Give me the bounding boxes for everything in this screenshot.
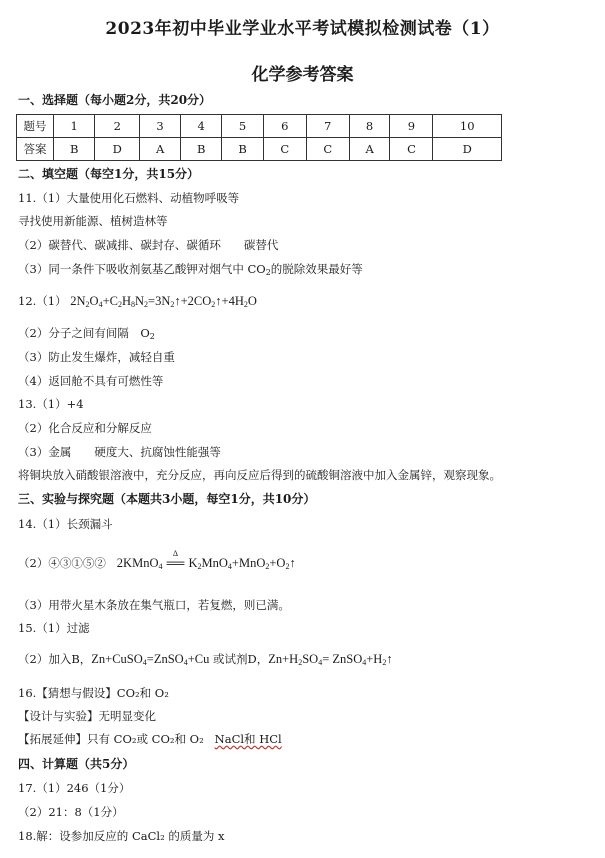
answer-cell: A <box>349 138 390 161</box>
q14-part1: 14.（1）长颈漏斗 <box>18 517 113 531</box>
page-subtitle: 化学参考答案 <box>251 65 354 85</box>
q17-part1: 17.（1）246（1分） <box>18 781 131 795</box>
question-number-cell: 10 <box>433 115 502 138</box>
page-title: 2023年初中毕业学业水平考试模拟检测试卷（1） <box>105 19 500 39</box>
q16-part1: 16.【猜想与假设】CO₂和 O₂ <box>18 686 169 700</box>
q13-part1: 13.（1）+4 <box>18 397 84 411</box>
row-label-answer: 答案 <box>17 138 54 161</box>
answer-cell: C <box>263 138 306 161</box>
q15-part1: 15.（1）过滤 <box>18 621 90 635</box>
section-heading-choice: 一、选择题（每小题2分，共20分） <box>18 93 212 107</box>
answer-cell: D <box>95 138 140 161</box>
q11-part2: （2）碳替代、碳减排、碳封存、碳循环 碳替代 <box>18 238 279 252</box>
section-heading-experiment: 三、实验与探究题（本题共3小题，每空1分，共10分） <box>18 492 316 506</box>
q16-part2: 【设计与实验】无明显变化 <box>18 709 156 723</box>
question-number-cell: 8 <box>349 115 390 138</box>
answer-cell: B <box>54 138 95 161</box>
answer-table <box>16 114 502 161</box>
question-number-cell: 6 <box>263 115 306 138</box>
q13-part3: （3）金属 硬度大、抗腐蚀性能强等 <box>18 445 221 459</box>
answer-cell: B <box>180 138 221 161</box>
q14-equation: 2KMnO$_4$ Δ ══ $K_2MnO_4+MnO_2+O_2↑$ <box>116 549 296 571</box>
section-heading-fill: 二、填空题（每空1分，共15分） <box>18 167 200 181</box>
q11-part1: 11.（1）大量使用化石燃料、动植物呼吸等 <box>18 191 240 205</box>
q13-part4: 将铜块放入硝酸银溶液中，充分反应，再向反应后得到的硫酸铜溶液中加入金属锌，观察现象。 <box>18 468 501 482</box>
q12-equation: $2N_2O_4+C_2H_8N_2=3N_2↑+2CO_2↑+4H_2O$ <box>70 294 257 309</box>
q18-text: 18.解：设参加反应的 CaCl₂ 的质量为 x <box>18 829 225 843</box>
q12-part4: （4）返回舱不具有可燃性等 <box>18 374 164 388</box>
question-number-cell: 4 <box>180 115 221 138</box>
table-row-numbers <box>17 115 502 138</box>
q12-part3: （3）防止发生爆炸，减轻自重 <box>18 350 175 364</box>
q13-part2: （2）化合反应和分解反应 <box>18 421 152 435</box>
q16-salts: NaCl和 HCl <box>214 732 282 746</box>
row-label-number: 题号 <box>17 115 54 138</box>
question-number-cell: 3 <box>140 115 181 138</box>
answer-cell: B <box>222 138 263 161</box>
q17-part2: （2）21：8（1分） <box>18 805 124 819</box>
answer-cell: C <box>306 138 349 161</box>
q14-part3: （3）用带火星木条放在集气瓶口，若复燃，则已满。 <box>18 598 290 612</box>
q11-part3: （3）同一条件下吸收剂氨基乙酸钾对烟气中 $CO_2$的脱除效果最好等 <box>18 262 363 277</box>
table-row-answers <box>17 138 502 161</box>
answer-cell: A <box>140 138 181 161</box>
q16-part3: 【拓展延伸】只有 CO₂或 CO₂和 O₂ NaCl和 HCl <box>18 732 282 746</box>
question-number-cell: 9 <box>390 115 433 138</box>
q15-part2: （2）加入B，Zn+CuSO$_4$=ZnSO$_4$+Cu 或试剂D，$Zn+H_2SO_4=$ $ZnSO_4+H_2↑$ <box>18 652 393 667</box>
question-number-cell: 5 <box>222 115 263 138</box>
question-number-cell: 1 <box>54 115 95 138</box>
q11-part1b: 寻找使用新能源、植树造林等 <box>18 214 168 228</box>
q12-part2: （2）分子之间有间隔 $O_2$ <box>18 326 155 341</box>
question-number-cell: 7 <box>306 115 349 138</box>
question-number-cell: 2 <box>95 115 140 138</box>
answer-cell: C <box>390 138 433 161</box>
q14-part2: （2）④③①⑤② 2KMnO$_4$ Δ ══ $K_2MnO_4+MnO_2+O_2↑$ <box>18 549 296 571</box>
q12-part1: 12.（1） $2N_2O_4+C_2H_8N_2=3N_2↑+2CO_2↑+4H_2O$ <box>18 294 257 309</box>
answer-cell: D <box>433 138 502 161</box>
section-heading-calc: 四、计算题（共5分） <box>18 757 135 771</box>
